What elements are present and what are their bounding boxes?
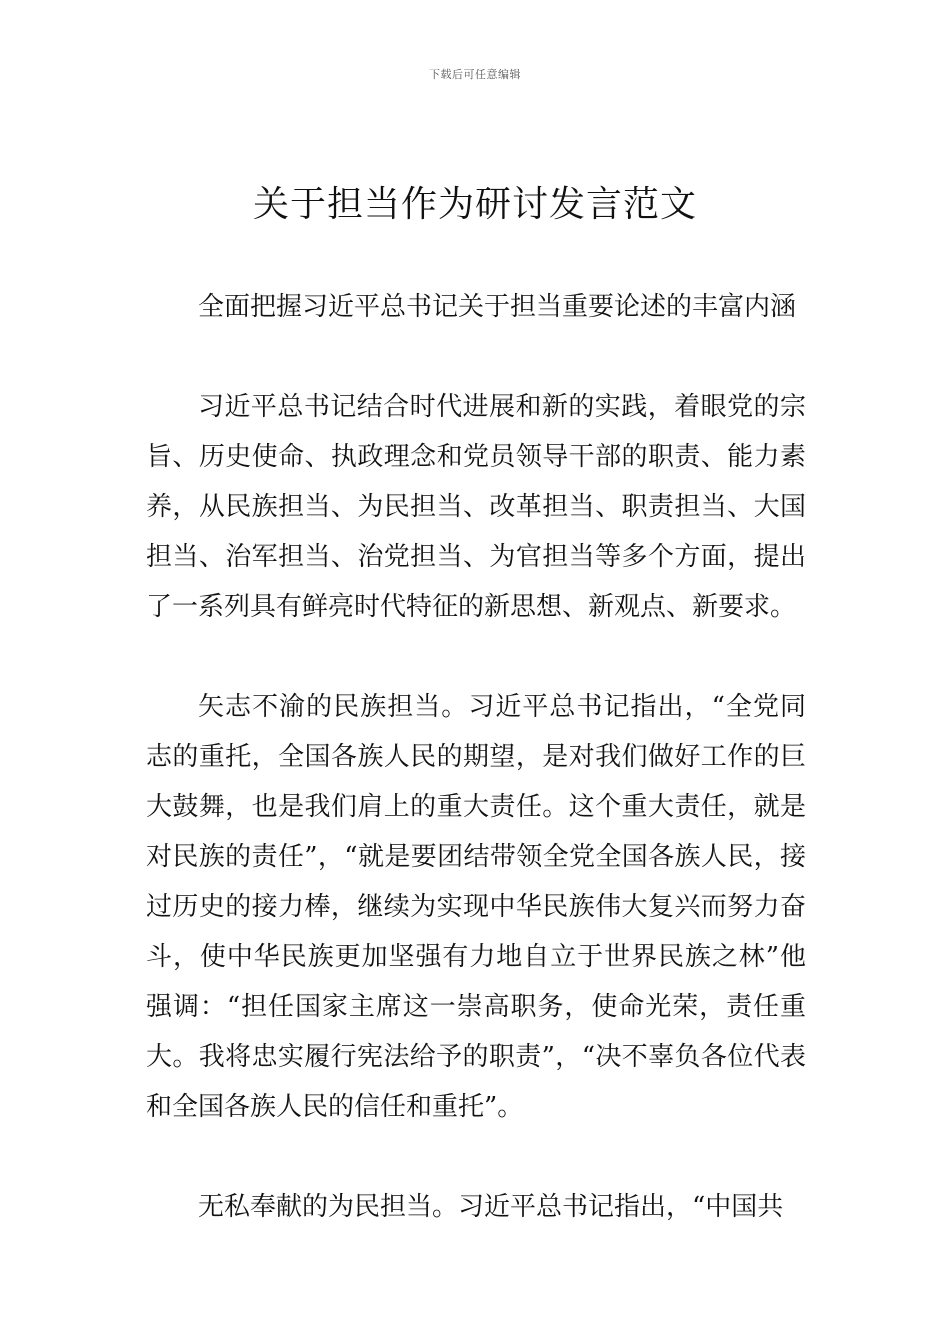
document-subtitle: 全面把握习近平总书记关于担当重要论述的丰富内涵 xyxy=(198,292,797,322)
paragraph-2: 矢志不渝的民族担当。习近平总书记指出，“全党同志的重托，全国各族人民的期望，是对我们做好工作的巨大鼓舞，也是我们肩上的重大责任。这个重大责任，就是对民族的责任”，“就是要团结带领全党全国各族人民，接过历史的接力棒，继续为实现中华民族伟大复兴而努力奋斗，使中华民族更加坚强有力地自立于世界民族之林”他强调：“担任国家主席这一崇高职务，使命光荣，责任重大。我将忠实履行宪法给予的职责”，“决不辜负各位代表和全国各族人民的信任和重托”。 xyxy=(146,692,806,1122)
paragraph-1: 习近平总书记结合时代进展和新的实践，着眼党的宗旨、历史使命、执政理念和党员领导干部的职责、能力素养，从民族担当、为民担当、改革担当、职责担当、大国担当、治军担当、治党担当、为官担当等多个方面，提出了一系列具有鲜亮时代特征的新思想、新观点、新要求。 xyxy=(146,392,806,622)
paragraph-3: 无私奉献的为民担当。习近平总书记指出，“中国共 xyxy=(198,1192,784,1222)
document-title: 关于担当作为研讨发言范文 xyxy=(252,184,697,225)
document-body xyxy=(146,282,806,1232)
header-note: 下载后可任意编辑 xyxy=(429,68,521,81)
